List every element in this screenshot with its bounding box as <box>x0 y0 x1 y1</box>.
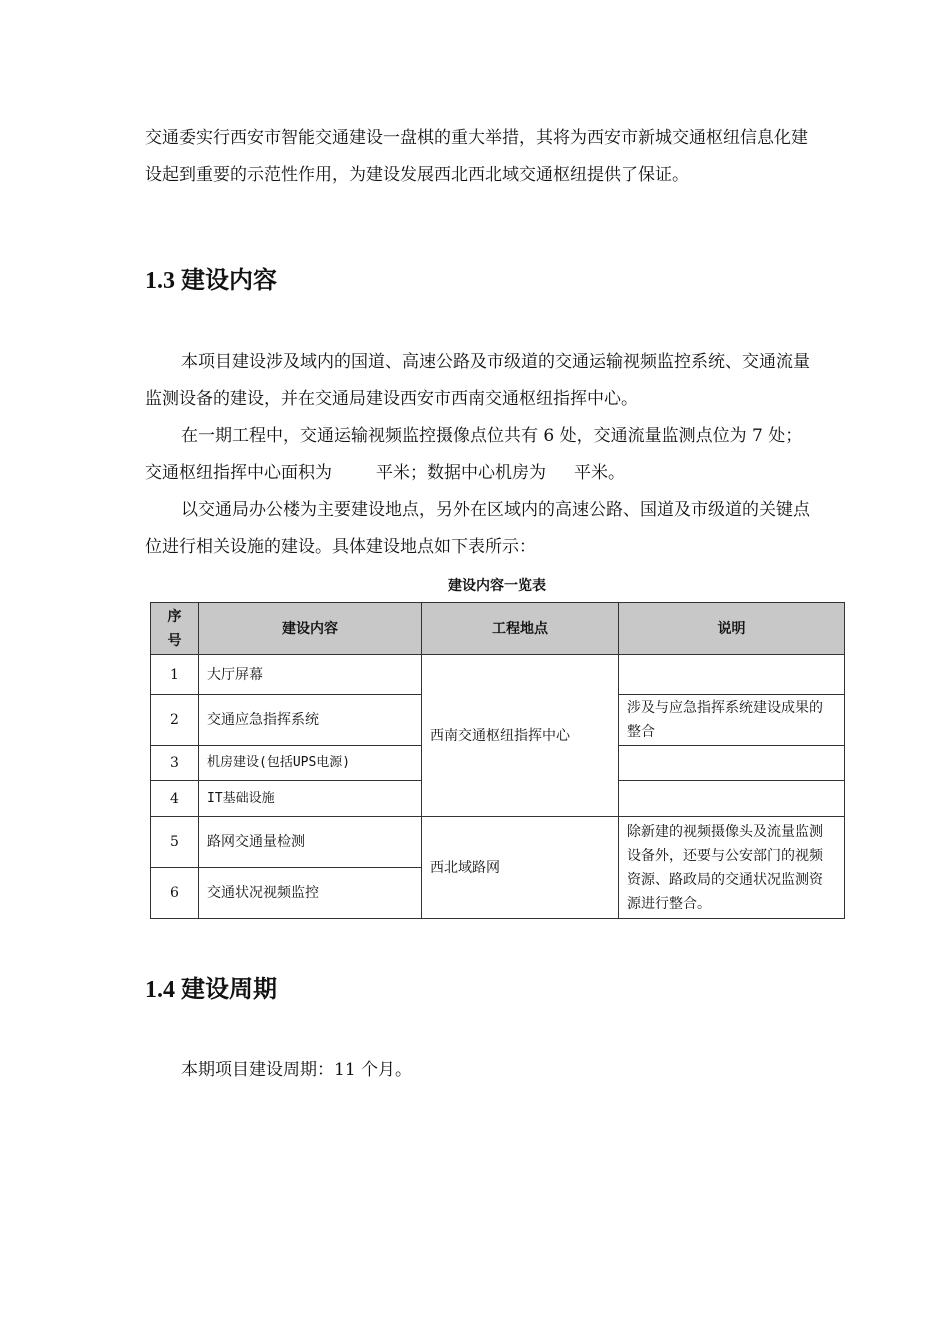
row-description <box>619 781 845 817</box>
paragraph-phase-one <box>145 418 815 492</box>
table-row <box>151 655 845 695</box>
row-content: 机房建设(包括UPS电源) <box>199 746 422 781</box>
row-description: 除新建的视频摄像头及流量监测设备外，还要与公安部门的视频资源、路政局的交通状况监测资源进行整合。 <box>619 817 845 919</box>
row-number: 2 <box>151 695 199 746</box>
section-heading-1-4: 1.4 建设周期 <box>145 977 277 1003</box>
row-content: 大厅屏幕 <box>199 655 422 695</box>
row-number: 5 <box>151 817 199 868</box>
row-description: 涉及与应急指挥系统建设成果的整合 <box>619 695 845 746</box>
paragraph-phase-one-part-a: 在一期工程中，交通运输视频监控摄像点位共有 6 处，交通流量监测点位为 7 处；交通枢纽指挥中心面积为 <box>145 426 803 483</box>
construction-content-table <box>150 602 845 919</box>
intro-paragraph: 交通委实行西安市智能交通建设一盘棋的重大举措，其将为西安市新城交通枢纽信息化建设起到重要的示范性作用，为建设发展西北西北域交通枢纽提供了保证。 <box>145 128 808 185</box>
header-location: 工程地点 <box>422 603 619 655</box>
paragraph-locations: 以交通局办公楼为主要建设地点，另外在区域内的高速公路、国道及市级道的关键点位进行相关设施的建设。具体建设地点如下表所示： <box>145 500 810 557</box>
row-content: 交通应急指挥系统 <box>199 695 422 746</box>
row-content: IT基础设施 <box>199 781 422 817</box>
paragraph-phase-one-part-c: 平米。 <box>574 463 625 483</box>
table-caption: 建设内容一览表 <box>448 578 546 594</box>
paragraph-phase-one-part-b: 平米；数据中心机房为 <box>376 463 546 483</box>
row-number: 1 <box>151 655 199 695</box>
paragraph-scope: 本项目建设涉及域内的国道、高速公路及市级道的交通运输视频监控系统、交通流量监测设备的建设，并在交通局建设西安市西南交通枢纽指挥中心。 <box>145 352 810 409</box>
paragraph-period: 本期项目建设周期：11 个月。 <box>181 1060 413 1080</box>
table-row <box>151 817 845 868</box>
row-number: 4 <box>151 781 199 817</box>
table-header-row <box>151 603 845 655</box>
section-heading-1-3: 1.3 建设内容 <box>145 268 277 294</box>
header-content: 建设内容 <box>199 603 422 655</box>
header-serial-number: 序号 <box>151 603 199 655</box>
row-location: 西北域路网 <box>422 817 619 919</box>
header-description: 说明 <box>619 603 845 655</box>
row-number: 3 <box>151 746 199 781</box>
row-content: 交通状况视频监控 <box>199 868 422 919</box>
row-content: 路网交通量检测 <box>199 817 422 868</box>
row-description <box>619 746 845 781</box>
row-number: 6 <box>151 868 199 919</box>
row-description <box>619 655 845 695</box>
row-location: 西南交通枢纽指挥中心 <box>422 655 619 817</box>
